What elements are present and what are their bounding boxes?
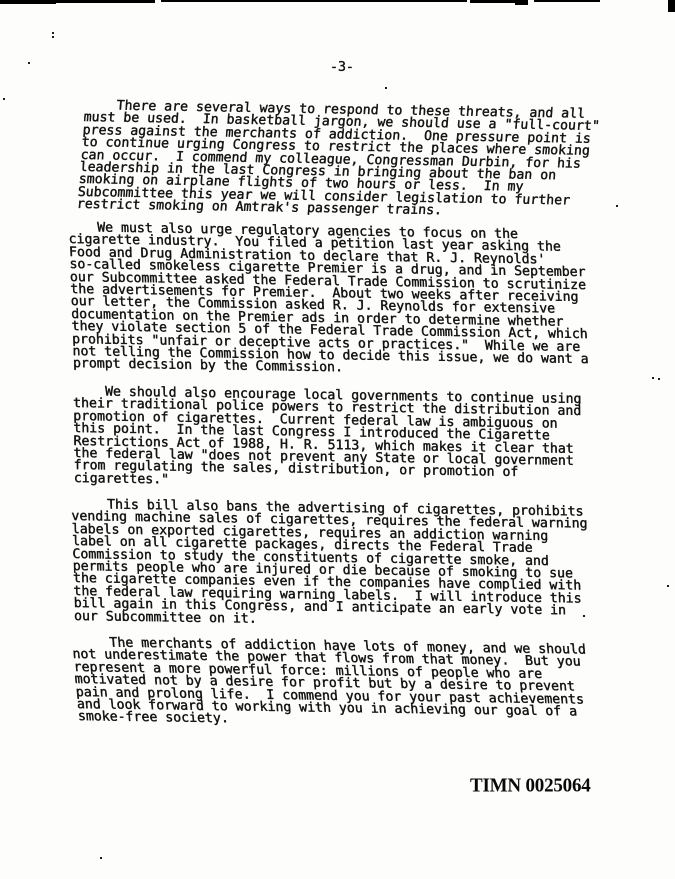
page-number: -3- — [330, 60, 354, 75]
scan-speckle — [52, 32, 54, 34]
scan-speckle — [667, 585, 669, 587]
paragraph-5: The merchants of addiction have lots of money, and we should not underestimate the power that flows from that money. But you represent a more powerful force: millions of people who are motivated not by a desire for profit but by a desire to prevent pain and prolong life. I commend you for your past achievements and look forward to working with you in achieving our goal of a smoke-free society. — [71, 635, 587, 727]
scan-speckle — [52, 36, 54, 38]
scan-speckle — [100, 857, 102, 859]
bates-stamp: TIMN 0025064 — [470, 775, 591, 797]
scan-speckle — [652, 377, 654, 379]
scan-edge-artifact — [534, 0, 600, 2]
scan-speckle — [28, 62, 30, 64]
scan-edge-artifact — [470, 0, 515, 3]
scan-speckle — [583, 615, 585, 617]
scan-edge-artifact — [161, 0, 467, 2]
scan-speckle — [616, 205, 618, 207]
paragraph-4: This bill also bans the advertising of cigarettes, prohibits vending machine sales of cigarettes, requires the federal warning labels on exported cigarettes, requires an addiction warning label on all cigarette packages, directs the Federal Trade Commission to study the constituents of cigarette smoke, and permits people who are injured or die because of smoking to sue the cigarette companies even if the companies have complied with the federal law requiring warning labels. I will introduce this bill again in this Congress, and I anticipate an early vote in our Subcommittee on it. — [71, 497, 588, 627]
scan-speckle — [3, 98, 5, 100]
scan-speckle — [385, 87, 387, 89]
scan-edge-artifact — [668, 0, 675, 12]
scan-edge-artifact — [515, 0, 528, 5]
scan-edge-artifact — [56, 0, 155, 3]
scan-speckle — [658, 378, 660, 380]
paragraph-3: We should also encourage local governments to continue using their traditional police powers to restrict the distribution and promotion of cigarettes. Current federal law is ambiguous on this point. In the last Congress I introduced the Cigarette Restrictions Act of 1988, H. R. 5113, which makes it clear that the federal law "does not prevent any State or local government from regulating the sales, distribution, or promotion of cigarettes." — [73, 384, 582, 488]
paragraph-2: We must also urge regulatory agencies to focus on the cigarette industry. You filed a petition last year asking the Food and Drug Administration to declare that R. J. Reynolds' so-called smokeless cigarette Premier is a drug, and in September our Subcommittee asked the Federal Trade Commission to scrutinize the advertisements for Premier. About two weeks after receiving our letter, the Commission asked R. J. Reynolds for extensive documentation on the Premier ads in order to determine whether they violate section 5 of the Federal Trade Commission Act, which prohibits "unfair or deceptive acts or practices." While we are not telling the Commission how to decide this issue, we do want a prompt decision by the Commission. — [68, 220, 589, 376]
paragraph-1: There are several ways to respond to these threats, and all must be used. In basketball jargon, we should use a "full-court" press against the merchants of addiction. One pressure point is to continue urging Congress to restrict the places where smoking can occur. I commend my colleague, Congressman Durbin, for his leadership in the last Congress in bringing about the ban on smoking on airplane flights of two hours or less. In my Subcommittee this year we will consider legislation to further restrict smoking on Amtrak's passenger trains. — [76, 98, 601, 219]
scan-edge-artifact — [0, 0, 56, 4]
